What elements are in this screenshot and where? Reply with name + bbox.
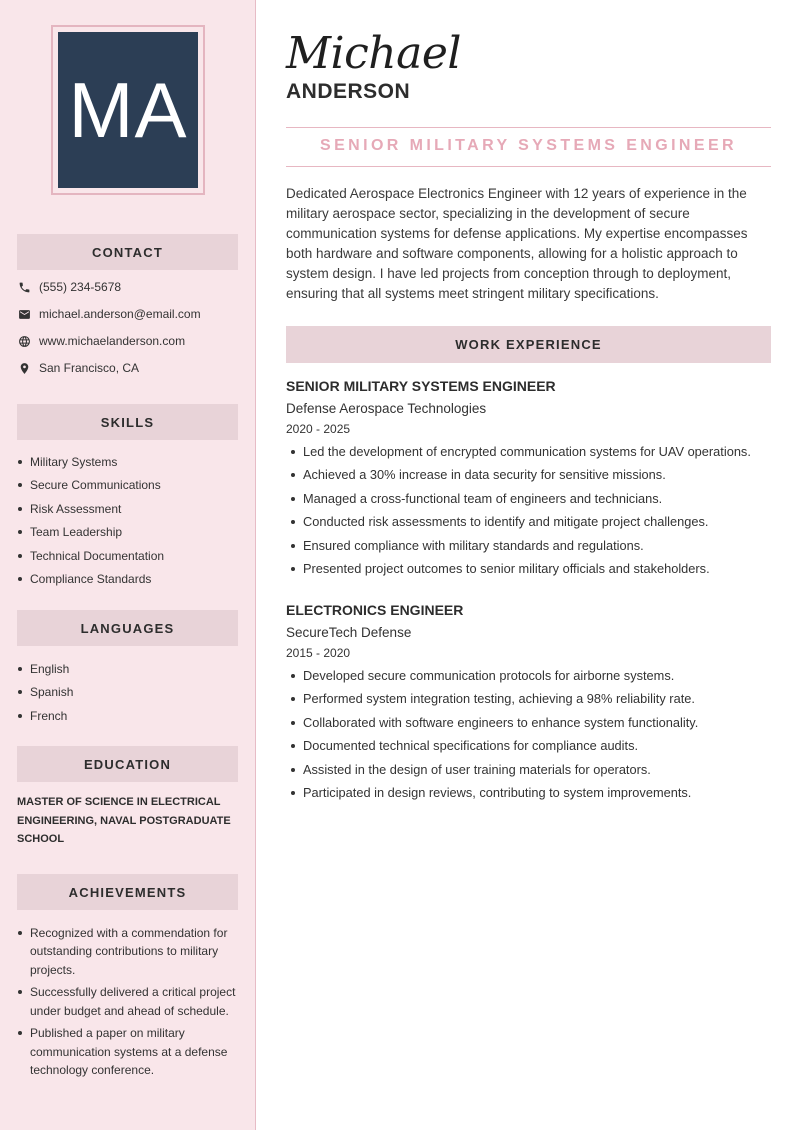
job-role: ELECTRONICS ENGINEER [286,602,464,618]
language-item: French [17,708,73,731]
skill-item: Compliance Standards [17,571,164,594]
skill-item: Risk Assessment [17,501,164,524]
first-name: Michael [286,28,461,79]
monogram: MA [58,32,198,188]
work-experience-heading: WORK EXPERIENCE [286,326,771,363]
sidebar [0,0,256,1130]
achievement-item: Successfully delivered a critical project under budget and ahead of schedule. [17,983,242,1020]
monogram-frame [51,25,205,195]
job-bullet: Developed secure communication protocols for airborne systems. [286,668,771,691]
skills-list [17,454,164,594]
professional-summary: Dedicated Aerospace Electronics Engineer with 12 years of experience in the military aerospace sector, specializing in the development of secure communication systems for defense applications. My expertise encompasses both hardware and software components, allowing for a holistic approach to system design. I have led projects from conception through to deployment, ensuring that all systems meet stringent military specifications. [286,186,748,302]
contact-location [17,361,139,375]
title-divider-top [286,127,771,128]
globe-icon [17,334,31,348]
job-bullet: Performed system integration testing, achieving a 98% reliability rate. [286,691,771,714]
job-dates: 2015 - 2020 [286,646,351,660]
job-bullets [286,668,771,808]
phone-text: (555) 234-5678 [39,280,122,294]
language-item: Spanish [17,684,73,707]
job-bullet: Assisted in the design of user training materials for operators. [286,762,771,785]
skill-item: Military Systems [17,454,164,477]
languages-list [17,661,73,731]
skill-item: Technical Documentation [17,548,164,571]
job-bullet: Ensured compliance with military standards and regulations. [286,538,771,561]
job-entry [286,378,771,584]
job-dates: 2020 - 2025 [286,422,351,436]
achievement-item: Recognized with a commendation for outstanding contributions to military projects. [17,924,242,979]
languages-heading: LANGUAGES [17,610,238,646]
achievements-list [17,924,242,1084]
map-pin-icon [17,361,31,375]
skill-item: Secure Communications [17,477,164,500]
job-bullet: Managed a cross-functional team of engineers and technicians. [286,491,771,514]
job-bullets [286,444,771,584]
job-company: SecureTech Defense [286,625,412,640]
title-divider-bottom [286,166,771,167]
email-text: michael.anderson@email.com [39,307,201,321]
job-bullet: Documented technical specifications for compliance audits. [286,738,771,761]
job-role: SENIOR MILITARY SYSTEMS ENGINEER [286,378,556,394]
last-name: ANDERSON [286,80,411,103]
achievement-item: Published a paper on military communication systems at a defense technology conference. [17,1024,242,1079]
website-text: www.michaelanderson.com [39,334,186,348]
job-bullet: Participated in design reviews, contributing to system improvements. [286,785,771,808]
education-heading: EDUCATION [17,746,238,782]
contact-phone [17,280,121,294]
achievements-heading: ACHIEVEMENTS [17,874,238,910]
job-company: Defense Aerospace Technologies [286,401,487,416]
job-bullet: Collaborated with software engineers to enhance system functionality. [286,715,771,738]
location-text: San Francisco, CA [39,361,140,375]
job-bullet: Led the development of encrypted communication systems for UAV operations. [286,444,771,467]
job-bullet: Presented project outcomes to senior military officials and stakeholders. [286,561,771,584]
skills-heading: SKILLS [17,404,238,440]
skill-item: Team Leadership [17,524,164,547]
phone-icon [17,280,31,294]
contact-heading: CONTACT [17,234,238,270]
job-bullet: Conducted risk assessments to identify and mitigate project challenges. [286,514,771,537]
job-bullet: Achieved a 30% increase in data security for sensitive missions. [286,467,771,490]
professional-title: SENIOR MILITARY SYSTEMS ENGINEER [320,137,737,154]
education-degree: MASTER OF SCIENCE IN ELECTRICAL ENGINEERING, NAVAL POSTGRADUATE SCHOOL [17,796,231,845]
language-item: English [17,661,73,684]
contact-email [17,307,201,321]
job-entry [286,602,771,808]
envelope-icon [17,307,31,321]
contact-website [17,334,185,348]
